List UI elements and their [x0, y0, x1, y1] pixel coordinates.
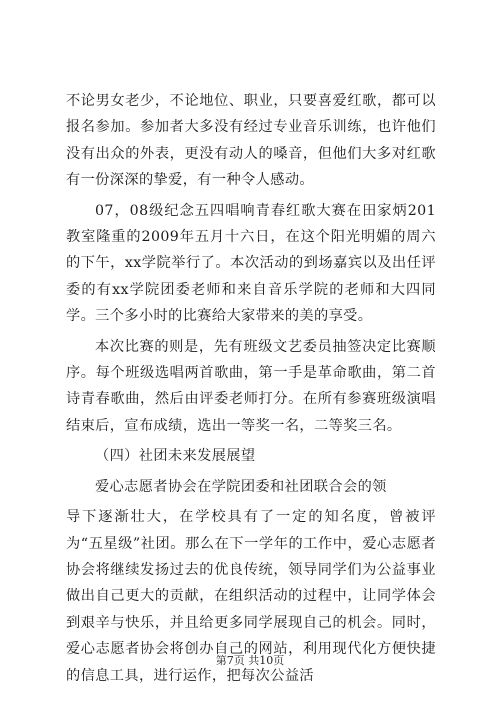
paragraph-1: 不论男女老少，不论地位、职业，只要喜爱红歌，都可以报名参加。参加者大多没有经过专业音乐训练，也许他们没有出众的外表，更没有动人的嗓音，但他们大多对红歌有一份深深的挚爱，有一种令人感动。 — [66, 93, 436, 189]
paragraph-2: 07，08级纪念五四唱响青春红歌大赛在田家炳201教室隆重的2009年五月十六日，在这个阳光明媚的周六的下午，xx学院举行了。本次活动的到场嘉宾以及出任评委的有xx学院团委老师和来自音乐学院的老师和大四同学。三个多小时的比赛给大家带来的美的享受。 — [66, 202, 436, 325]
paragraph-5: 导下逐渐壮大，在学校具有了一定的知名度，曾被评为“五星级”社团。那么在下一学年的工作中，爱心志愿者协会将继续发扬过去的优良传统，领导同学们为公益事业做出自己更大的贡献，在组织活动的过程中，让同学体会到艰辛与快乐，并且给更多同学展现自己的机会。同时，爱心志愿者协会将创办自己的网站，利用现代化方便快捷的信息工具，进行运作，把每次公益活 — [66, 509, 436, 684]
paragraph-4: 爱心志愿者协会在学院团委和社团联合会的领 — [95, 478, 387, 495]
section-heading: （四）社团未来发展展望 — [95, 448, 256, 465]
paragraph-3: 本次比赛的则是，先有班级文艺委员抽签决定比赛顺序。每个班级选唱两首歌曲，第一手是革命歌曲，第二首诗青春歌曲，然后由评委老师打分。在所有参赛班级演唱结束后，宣布成绩，选出一等奖一名，二等奖三名。 — [66, 338, 436, 434]
page-number-footer: 第7页 共10页 — [215, 654, 285, 667]
document-body — [66, 88, 436, 689]
